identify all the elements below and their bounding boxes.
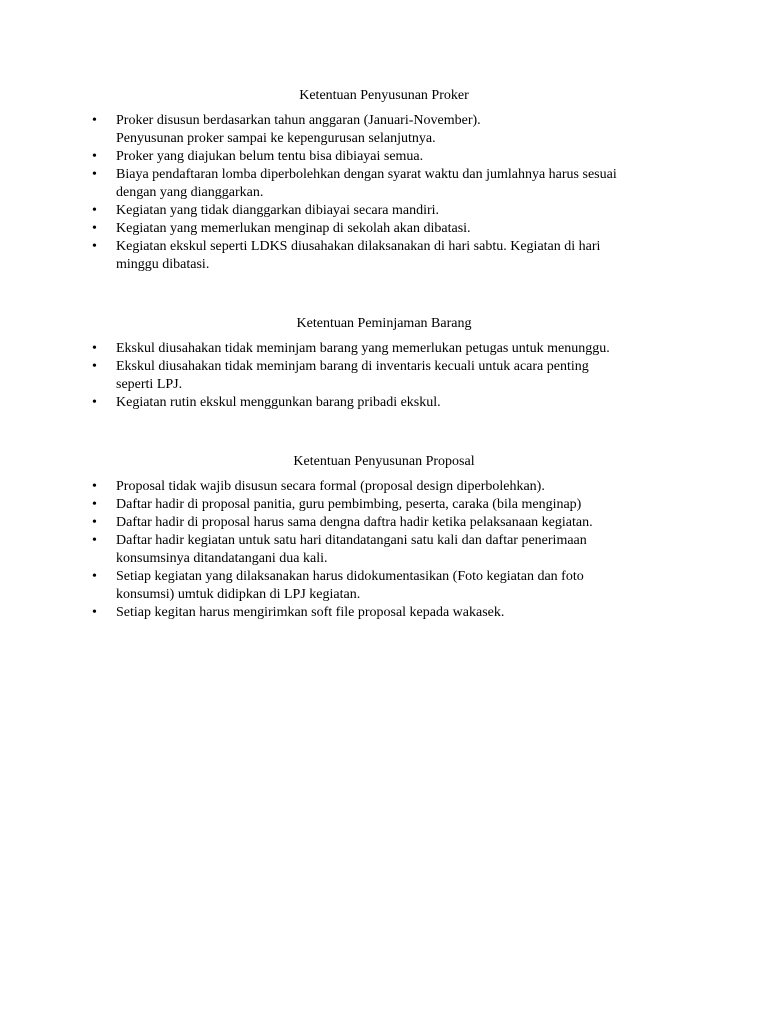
section-title: Ketentuan Penyusunan Proker (299, 88, 469, 103)
item-line: dengan yang dianggarkan. (116, 185, 264, 200)
item-line: Ekskul diusahakan tidak meminjam barang yang memerlukan petugas untuk menunggu. (116, 341, 610, 356)
list-item (87, 238, 687, 274)
section-title: Ketentuan Penyusunan Proposal (293, 454, 475, 469)
list-item (87, 478, 687, 496)
bullet-icon: • (92, 605, 97, 620)
bullet-icon: • (92, 221, 97, 236)
bullet-icon: • (92, 359, 97, 374)
list-item (87, 604, 687, 622)
bullet-icon: • (92, 569, 97, 584)
item-line: Kegiatan yang tidak dianggarkan dibiayai secara mandiri. (116, 203, 440, 218)
bullet-list (87, 340, 687, 412)
list-item (87, 568, 687, 604)
list-item (87, 148, 687, 166)
bullet-icon: • (92, 167, 97, 182)
item-line: Biaya pendaftaran lomba diperbolehkan dengan syarat waktu dan jumlahnya harus sesuai (116, 167, 617, 182)
item-line: Ekskul diusahakan tidak meminjam barang di inventaris kecuali untuk acara penting (116, 359, 589, 374)
item-line: Daftar hadir di proposal harus sama dengna daftra hadir ketika pelaksanaan kegiatan. (116, 515, 593, 530)
list-item (87, 532, 687, 568)
item-line: minggu dibatasi. (116, 257, 210, 272)
item-line: seperti LPJ. (116, 377, 183, 392)
section-proposal (87, 453, 687, 622)
item-line: Proker disusun berdasarkan tahun anggaran (Januari-November). (116, 113, 481, 128)
bullet-icon: • (92, 239, 97, 254)
item-line: konsumsi) umtuk didipkan di LPJ kegiatan. (116, 587, 361, 602)
list-item (87, 166, 687, 202)
bullet-icon: • (92, 113, 97, 128)
item-line: Kegiatan rutin ekskul menggunkan barang pribadi ekskul. (116, 395, 441, 410)
section-proker (87, 87, 687, 274)
bullet-icon: • (92, 479, 97, 494)
bullet-icon: • (92, 515, 97, 530)
item-line: Setiap kegiatan yang dilaksanakan harus didokumentasikan (Foto kegiatan dan foto (116, 569, 584, 584)
list-item (87, 358, 687, 394)
list-item (87, 514, 687, 532)
item-line: konsumsinya ditandatangani dua kali. (116, 551, 328, 566)
bullet-icon: • (92, 395, 97, 410)
list-item (87, 220, 687, 238)
item-line: Setiap kegitan harus mengirimkan soft file proposal kepada wakasek. (116, 605, 505, 620)
item-line: Kegiatan ekskul seperti LDKS diusahakan dilaksanakan di hari sabtu. Kegiatan di hari (116, 239, 601, 254)
bullet-icon: • (92, 533, 97, 548)
section-title: Ketentuan Peminjaman Barang (296, 316, 472, 331)
list-item (87, 202, 687, 220)
item-line: Penyusunan proker sampai ke kepengurusan selanjutnya. (116, 131, 436, 146)
section-peminjaman (87, 315, 687, 412)
item-line: Daftar hadir di proposal panitia, guru pembimbing, peserta, caraka (bila menginap) (116, 497, 582, 512)
bullet-icon: • (92, 497, 97, 512)
item-line: Proker yang diajukan belum tentu bisa dibiayai semua. (116, 149, 424, 164)
bullet-list (87, 112, 687, 274)
bullet-icon: • (92, 203, 97, 218)
bullet-icon: • (92, 149, 97, 164)
list-item (87, 394, 687, 412)
item-line: Kegiatan yang memerlukan menginap di sekolah akan dibatasi. (116, 221, 471, 236)
item-line: Daftar hadir kegiatan untuk satu hari ditandatangani satu kali dan daftar penerimaan (116, 533, 587, 548)
list-item (87, 496, 687, 514)
bullet-list (87, 478, 687, 622)
bullet-icon: • (92, 341, 97, 356)
list-item (87, 112, 687, 148)
list-item (87, 340, 687, 358)
item-line: Proposal tidak wajib disusun secara formal (proposal design diperbolehkan). (116, 479, 545, 494)
